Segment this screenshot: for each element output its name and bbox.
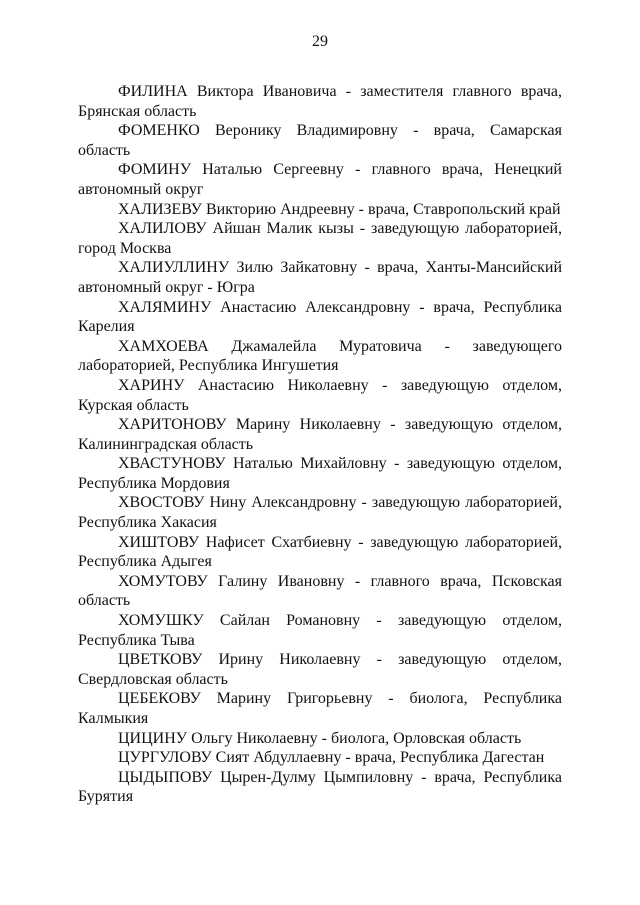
list-item: ХВАСТУНОВУ Наталью Михайловну - заведующую отделом, Республика Мордовия (78, 455, 562, 492)
list-item: ХВОСТОВУ Нину Александровну - заведующую лабораторией, Республика Хакасия (78, 494, 562, 532)
page-number: 29 (312, 33, 328, 50)
list-item: ХАЛИУЛЛИНУ Зилю Зайкатовну - врача, Ханты-Мансийский автономный округ - Югра (78, 259, 562, 296)
list-item: ХАЛЯМИНУ Анастасию Александровну - врача, Республика Карелия (78, 298, 562, 336)
list-item: ХАРИТОНОВУ Марину Николаевну - заведующую отделом, Калининградская область (78, 416, 562, 453)
list-item: ХАМХОЕВА Джамалейла Муратовича - заведующего лабораторией, Республика Ингушетия (78, 337, 562, 375)
list-item: ЦУРГУЛОВУ Сият Абдуллаевну - врача, Республика Дагестан (118, 749, 545, 767)
list-item: ФОМЕНКО Веронику Владимировну - врача, Самарская область (78, 122, 562, 159)
awardee-list (78, 82, 562, 807)
list-item: ХОМУТОВУ Галину Ивановну - главного врача, Псковская область (78, 572, 562, 610)
list-item: ЦЕБЕКОВУ Марину Григорьевну - биолога, Республика Калмыкия (78, 690, 562, 727)
list-item: ХАРИНУ Анастасию Николаевну - заведующую отделом, Курская область (78, 376, 562, 414)
list-item: ХИШТОВУ Нафисет Схатбиевну - заведующую лабораторией, Республика Адыгея (78, 533, 562, 571)
list-item: ЦИЦИНУ Ольгу Николаевну - биолога, Орловская область (118, 729, 522, 747)
list-item: ФИЛИНА Виктора Ивановича - заместителя главного врача, Брянская область (78, 83, 562, 120)
list-item: ХОМУШКУ Сайлан Романовну - заведующую отделом, Республика Тыва (78, 612, 562, 649)
list-item: ХАЛИЛОВУ Айшан Малик кызы - заведующую лабораторией, город Москва (78, 220, 562, 257)
list-item: ФОМИНУ Наталью Сергеевну - главного врача, Ненецкий автономный округ (78, 161, 562, 198)
list-item: ЦВЕТКОВУ Ирину Николаевну - заведующую отделом, Свердловская область (78, 651, 562, 688)
list-item: ХАЛИЗЕВУ Викторию Андреевну - врача, Ставропольский край (118, 200, 561, 218)
list-item: ЦЫДЫПОВУ Цырен-Дулму Цымпиловну - врача, Республика Бурятия (78, 768, 562, 806)
